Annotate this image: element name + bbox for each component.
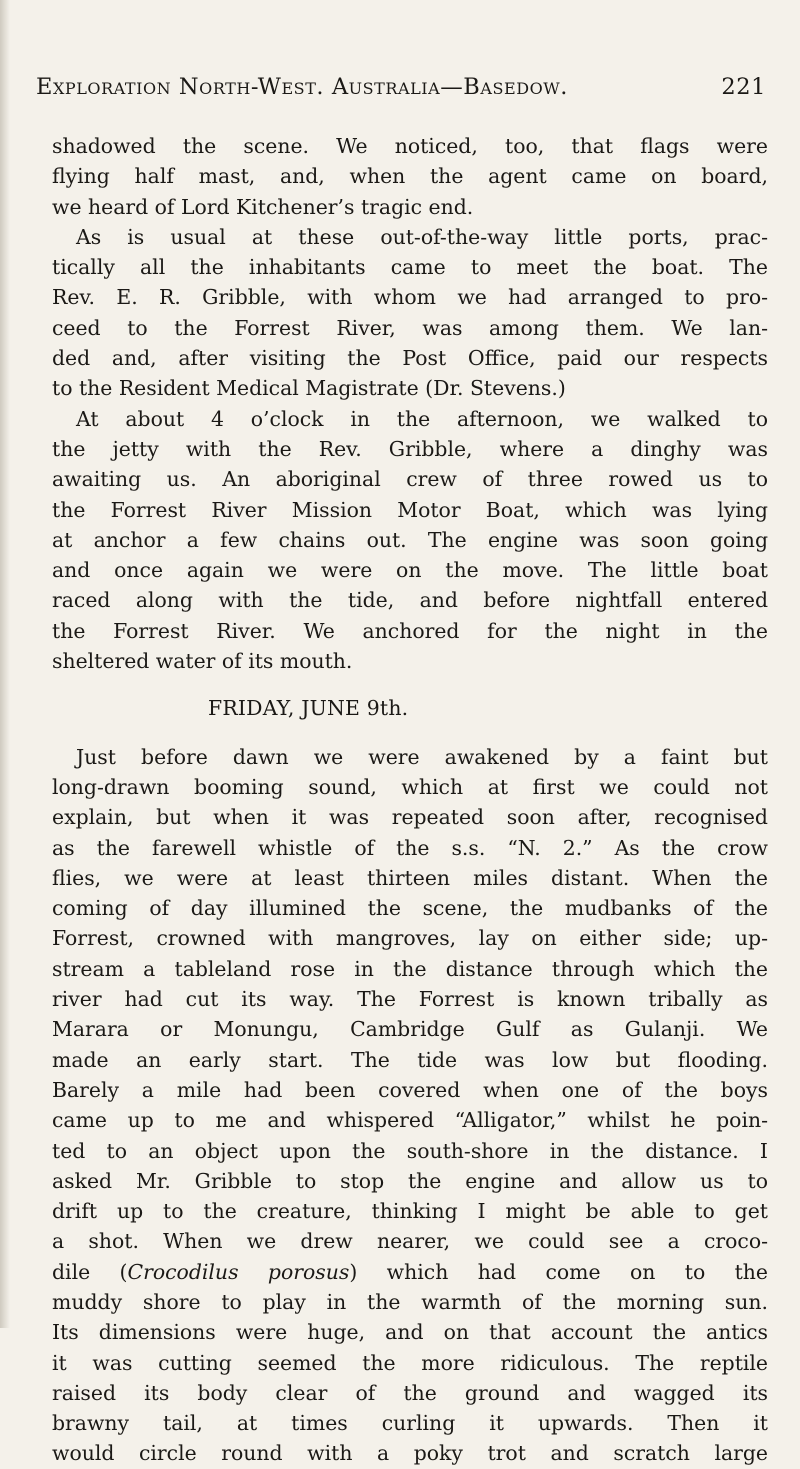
running-head-title: Exploration North-West. Australia—Basedow. <box>36 74 568 100</box>
text-line: the Forrest River Mission Motor Boat, which was lying <box>52 497 768 522</box>
text-line: the Forrest River. We anchored for the night in the <box>52 618 768 643</box>
text-line-with-italic <box>52 1257 768 1287</box>
text-line: Marara or Monungu, Cambridge Gulf as Gulanji. We <box>52 1017 768 1042</box>
text-line: flies, we were at least thirteen miles distant. When the <box>52 865 768 890</box>
text-line: brawny tail, at times curling it upwards. Then it <box>52 1411 768 1436</box>
text-line: as the farewell whistle of the s.s. “N. 2.” As the crow <box>52 835 768 860</box>
text-line: shadowed the scene. We noticed, too, that flags were <box>52 134 768 158</box>
page-number: 221 <box>721 74 766 100</box>
text-line: explain, but when it was repeated soon after, recognised <box>52 805 768 830</box>
text-segment: dile ( <box>52 1259 128 1284</box>
text-line: and once again we were on the move. The little boat <box>52 558 768 583</box>
text-segment: ) which had come on to the <box>349 1259 768 1284</box>
text-line: at anchor a few chains out. The engine was soon going <box>52 527 768 552</box>
text-line: ted to an object upon the south-shore in the distance. I <box>52 1138 768 1163</box>
text-line: Just before dawn we were awakened by a faint but <box>76 744 768 769</box>
text-line: Rev. E. R. Gribble, with whom we had arranged to pro- <box>52 285 768 310</box>
text-line: a shot. When we drew nearer, we could see a croco- <box>52 1229 768 1254</box>
text-line: to the Resident Medical Magistrate (Dr. Stevens.) <box>52 376 566 401</box>
text-line: Forrest, crowned with mangroves, lay on either side; up- <box>52 926 768 951</box>
text-line: it was cutting seemed the more ridiculous. The reptile <box>52 1350 768 1375</box>
section-heading: FRIDAY, JUNE 9th. <box>208 696 409 721</box>
text-line: we heard of Lord Kitchener’s tragic end. <box>52 194 474 219</box>
running-head <box>36 74 766 100</box>
text-line: stream a tableland rose in the distance through which the <box>52 956 768 981</box>
text-line: ceed to the Forrest River, was among them. We lan- <box>52 315 768 340</box>
text-line: awaiting us. An aboriginal crew of three rowed us to <box>52 467 768 492</box>
text-line: river had cut its way. The Forrest is known tribally as <box>52 987 768 1012</box>
text-line: sheltered water of its mouth. <box>52 649 353 674</box>
text-line: came up to me and whispered “Alligator,” whilst he poin- <box>52 1108 768 1133</box>
text-line: long-drawn booming sound, which at first we could not <box>52 774 768 799</box>
text-line: the jetty with the Rev. Gribble, where a dinghy was <box>52 436 768 461</box>
text-line: ded and, after visiting the Post Office, paid our respects <box>52 346 768 371</box>
text-line: asked Mr. Gribble to stop the engine and allow us to <box>52 1168 768 1193</box>
text-line: raced along with the tide, and before nightfall entered <box>52 588 768 613</box>
page-edge-shadow <box>0 0 10 1328</box>
text-line: would circle round with a poky trot and scratch large <box>52 1441 768 1466</box>
body-text <box>52 131 768 1469</box>
text-line: tically all the inhabitants came to meet the boat. The <box>52 255 768 280</box>
text-line: coming of day illumined the scene, the mudbanks of the <box>52 896 768 921</box>
text-line: At about 4 o’clock in the afternoon, we walked to <box>76 406 768 431</box>
text-line: raised its body clear of the ground and wagged its <box>52 1380 768 1405</box>
text-line: Barely a mile had been covered when one of the boys <box>52 1077 768 1102</box>
species-name: Crocodilus porosus <box>127 1259 350 1284</box>
text-line: made an early start. The tide was low but flooding. <box>52 1047 768 1072</box>
text-line: drift up to the creature, thinking I might be able to get <box>52 1199 768 1224</box>
text-line: Its dimensions were huge, and on that account the antics <box>52 1320 768 1345</box>
text-line: muddy shore to play in the warmth of the morning sun. <box>52 1289 768 1314</box>
text-line: flying half mast, and, when the agent came on board, <box>52 164 768 189</box>
text-line: As is usual at these out-of-the-way little ports, prac- <box>76 224 768 249</box>
